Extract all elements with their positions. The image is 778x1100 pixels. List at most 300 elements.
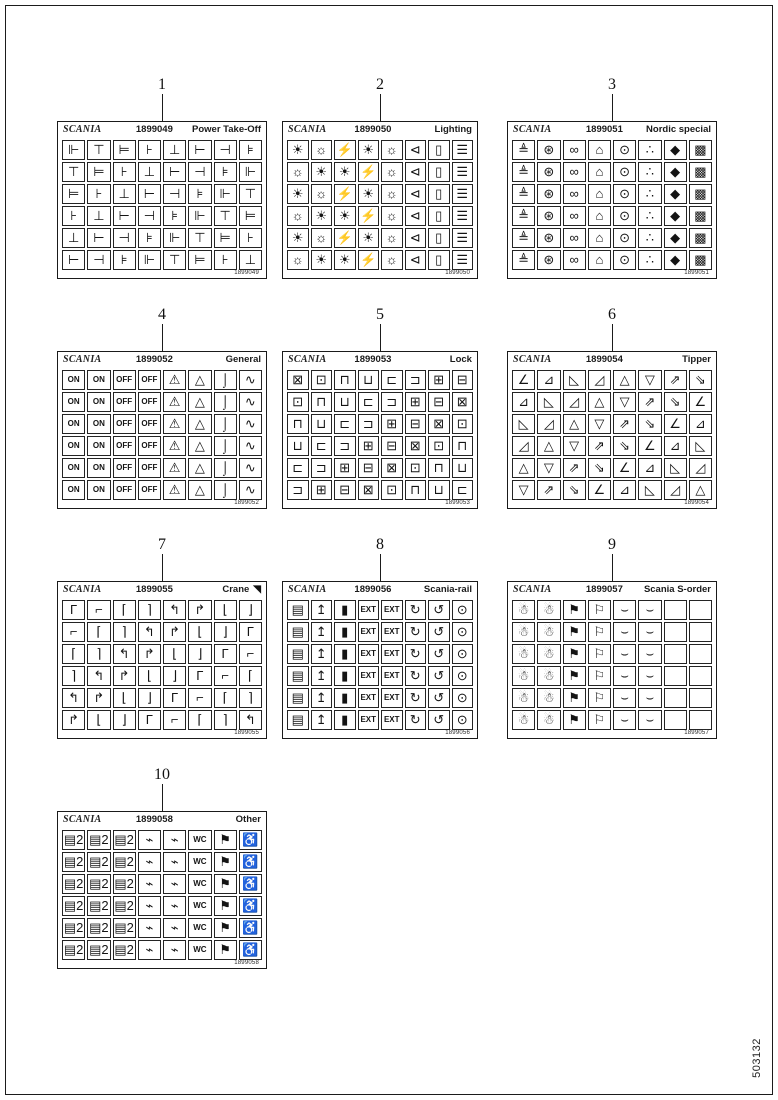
tip-f-icon: ▽ [613, 392, 636, 412]
lift-jack-icon: ↥ [311, 622, 333, 642]
lock-e-icon: ⊏ [452, 480, 474, 500]
snow-stripes-icon: ▩ [689, 162, 712, 182]
symbol-sheet [57, 121, 267, 279]
worklamp-d-icon: ☀ [334, 162, 356, 182]
gauge-icon: ⊙ [452, 600, 474, 620]
worklamp-d-icon: ☀ [358, 184, 380, 204]
wc-icon: WC [188, 896, 211, 916]
on-icon: ON [87, 392, 110, 412]
tip-e-icon: △ [689, 480, 712, 500]
off-icon: OFF [138, 480, 161, 500]
wheel-bar-icon: ⊛ [537, 250, 560, 270]
off-icon: OFF [138, 392, 161, 412]
sheet-header [508, 582, 716, 598]
lock-a-icon: ⊠ [358, 480, 380, 500]
tip-e-icon: △ [563, 414, 586, 434]
symbol-sheet [507, 121, 717, 279]
sheet-title-wrap [401, 584, 472, 595]
lock-b-icon: ⊡ [287, 392, 309, 412]
ext-icon: EXT [358, 644, 380, 664]
rotate-ccw-icon: ↺ [428, 666, 450, 686]
figure-icon: ☃ [512, 688, 535, 708]
pto-c-icon: ⊨ [188, 250, 211, 270]
sheet-header [58, 352, 266, 368]
leader-line [612, 94, 613, 121]
machine-icon: ≜ [512, 206, 535, 226]
scania-logo: SCANIA [288, 124, 327, 135]
wheelchair-icon: ♿ [239, 896, 262, 916]
lock-f-icon: ⊐ [334, 436, 356, 456]
figure-icon: ☃ [512, 622, 535, 642]
leader-line [612, 324, 613, 351]
worklamp-c-icon: ⚡ [358, 206, 380, 226]
fuel-pump-icon: ▤ [287, 688, 309, 708]
wheelchair-icon: ♿ [239, 918, 262, 938]
on-icon: ON [87, 414, 110, 434]
fuel-pump-2-icon: ▤2 [62, 830, 85, 850]
pto-b-icon: ⊤ [214, 206, 237, 226]
sheet-slot [507, 306, 717, 509]
callout-number: 9 [608, 536, 616, 553]
tip-e-icon: △ [512, 458, 535, 478]
sheet-slot [507, 536, 717, 739]
off-icon: OFF [138, 414, 161, 434]
ext-icon: EXT [381, 600, 403, 620]
on-icon: ON [87, 458, 110, 478]
pto-h-icon: ⊧ [214, 162, 237, 182]
print-code: 1899058 [234, 959, 259, 966]
lightbar-icon: ☰ [452, 140, 474, 160]
tip-e-icon: △ [537, 436, 560, 456]
pto-g-icon: ⊣ [188, 162, 211, 182]
thermometer-icon: ⌡ [214, 392, 237, 412]
roadtrain-icon: ∞ [563, 184, 586, 204]
on-icon: ON [87, 436, 110, 456]
pto-e-icon: ⊥ [113, 184, 136, 204]
worklamp-a-icon: ☀ [287, 184, 309, 204]
ext-icon: EXT [381, 688, 403, 708]
gravel-icon: ∴ [638, 140, 661, 160]
tip-a-icon: ∠ [512, 370, 535, 390]
rotate-cw-icon: ↻ [405, 710, 427, 730]
wc-icon: WC [188, 940, 211, 960]
lock-c-icon: ⊓ [287, 414, 309, 434]
signpost-icon: ⚑ [214, 896, 237, 916]
off-icon: OFF [138, 458, 161, 478]
lock-h-icon: ⊟ [405, 414, 427, 434]
lock-e-icon: ⊏ [311, 436, 333, 456]
on-icon: ON [62, 414, 85, 434]
fuel-pump-2-icon: ▤2 [87, 940, 110, 960]
figure-icon: ☃ [537, 644, 560, 664]
flag-figure-icon: ⚑ [563, 600, 586, 620]
tip-g-icon: ⇗ [664, 370, 687, 390]
sheet-title-wrap [635, 354, 711, 365]
door-icon: ▮ [334, 688, 356, 708]
tip-g-icon: ⇗ [638, 392, 661, 412]
on-icon: ON [62, 480, 85, 500]
off-icon: OFF [113, 414, 136, 434]
sheet-title: General [225, 354, 261, 365]
pto-g-icon: ⊣ [87, 250, 110, 270]
symbol-grid [58, 598, 266, 730]
worklamp-e-icon: ☼ [381, 162, 403, 182]
lock-c-icon: ⊓ [311, 392, 333, 412]
off-icon: OFF [113, 370, 136, 390]
key-icon: ⌁ [138, 918, 161, 938]
horn-icon: ⊲ [405, 162, 427, 182]
symbol-grid [283, 598, 477, 730]
fuel-pump-2-icon: ▤2 [113, 830, 136, 850]
sheet-title: Lighting [434, 124, 472, 135]
signpost-icon: ⚑ [214, 852, 237, 872]
worklamp-d-icon: ☀ [358, 228, 380, 248]
sheet-title-wrap [185, 584, 261, 595]
signpost-icon: ⚑ [214, 874, 237, 894]
leader-line [380, 94, 381, 121]
pto-d-icon: ⊦ [138, 140, 161, 160]
loader-icon: ⌂ [588, 162, 611, 182]
lock-h-icon: ⊟ [428, 392, 450, 412]
rotate-ccw-icon: ↺ [428, 622, 450, 642]
horn-icon: ⊲ [405, 228, 427, 248]
symbol-grid [508, 598, 716, 730]
figure-icon: ☃ [537, 688, 560, 708]
lock-e-icon: ⊏ [358, 392, 380, 412]
sheet-title: Crane [222, 584, 250, 595]
roadtrain-icon: ∞ [563, 140, 586, 160]
pto-e-icon: ⊥ [138, 162, 161, 182]
rotate-cw-icon: ↻ [405, 666, 427, 686]
figure-icon: ☃ [537, 600, 560, 620]
callout-number: 3 [608, 76, 616, 93]
crane-b-icon: ⌐ [163, 710, 186, 730]
tip-b-icon: ⊿ [689, 414, 712, 434]
part-number: 1899054 [585, 354, 623, 365]
pto-a-icon: ⊩ [62, 140, 85, 160]
snow-stripes-icon: ▩ [689, 206, 712, 226]
fuel-pump-2-icon: ▤2 [87, 918, 110, 938]
crane-f-icon: ↱ [138, 644, 161, 664]
tip-b-icon: ⊿ [537, 370, 560, 390]
scania-logo: SCANIA [513, 354, 552, 365]
rotate-ccw-icon: ↺ [428, 600, 450, 620]
crane-g-icon: ⌊ [214, 600, 237, 620]
lock-a-icon: ⊠ [452, 392, 474, 412]
tip-b-icon: ⊿ [638, 458, 661, 478]
flag-figure-icon: ⚑ [563, 710, 586, 730]
warn-filled-icon: ⚠ [163, 414, 186, 434]
worklamp-b-icon: ☼ [287, 206, 309, 226]
crane-d-icon: ⌉ [214, 710, 237, 730]
crane-c-icon: ⌈ [214, 688, 237, 708]
loader-icon: ⌂ [588, 140, 611, 160]
part-number: 1899055 [135, 584, 173, 595]
snow-stripes-icon: ▩ [689, 184, 712, 204]
gauge-icon: ⊙ [452, 644, 474, 664]
crane-f-icon: ↱ [113, 666, 136, 686]
lock-a-icon: ⊠ [428, 414, 450, 434]
sheet-title: Scania-rail [423, 584, 472, 595]
print-code: 1899049 [234, 269, 259, 276]
on-icon: ON [62, 392, 85, 412]
worklamp-a-icon: ☀ [311, 250, 333, 270]
callout [507, 536, 717, 581]
fuel-pump-icon: ▤ [287, 666, 309, 686]
wheel-icon: ⊙ [613, 206, 636, 226]
tip-a-icon: ∠ [613, 458, 636, 478]
rotate-ccw-icon: ↺ [428, 710, 450, 730]
symbol-grid [283, 368, 477, 500]
symbol-grid [283, 138, 477, 270]
fuel-pump-2-icon: ▤2 [113, 874, 136, 894]
print-code: 1899057 [684, 729, 709, 736]
pto-c-icon: ⊨ [62, 184, 85, 204]
crane-a-icon: Γ [188, 666, 211, 686]
tip-e-icon: △ [588, 392, 611, 412]
sheet-slot [282, 536, 478, 739]
part-number: 1899049 [135, 124, 173, 135]
blank-cell [664, 666, 687, 686]
ext-icon: EXT [358, 688, 380, 708]
fuel-pump-2-icon: ▤2 [87, 830, 110, 850]
crane-d-icon: ⌉ [62, 666, 85, 686]
crane-f-icon: ↱ [62, 710, 85, 730]
crane-e-icon: ↰ [113, 644, 136, 664]
roadtrain-icon: ∞ [563, 206, 586, 226]
sheet-slot [57, 766, 267, 969]
lift-jack-icon: ↥ [311, 688, 333, 708]
snow-stripes-icon: ▩ [689, 140, 712, 160]
gravel-icon: ∴ [638, 228, 661, 248]
worklamp-a-icon: ☀ [311, 206, 333, 226]
pto-c-icon: ⊨ [239, 206, 262, 226]
lock-h-icon: ⊟ [381, 436, 403, 456]
sheet-header [508, 352, 716, 368]
squiggle-icon: ∿ [239, 370, 262, 390]
flag-figure-icon: ⚑ [563, 666, 586, 686]
pto-d-icon: ⊦ [239, 228, 262, 248]
symbol-sheet [282, 351, 478, 509]
worklamp-b-icon: ☼ [311, 184, 333, 204]
wheel-bar-icon: ⊛ [537, 228, 560, 248]
key-icon: ⌁ [163, 940, 186, 960]
gravel-icon: ∴ [638, 206, 661, 226]
callout [282, 306, 478, 351]
lift-jack-icon: ↥ [311, 600, 333, 620]
off-icon: OFF [138, 370, 161, 390]
pto-a-icon: ⊩ [163, 228, 186, 248]
part-number: 1899050 [354, 124, 392, 135]
pto-a-icon: ⊩ [239, 162, 262, 182]
blank-cell [664, 600, 687, 620]
leader-line [380, 554, 381, 581]
crane-b-icon: ⌐ [214, 666, 237, 686]
on-icon: ON [62, 370, 85, 390]
squiggle-icon: ∿ [239, 414, 262, 434]
lock-b-icon: ⊡ [311, 370, 333, 390]
machine-icon: ≜ [512, 250, 535, 270]
fuel-pump-icon: ▤ [287, 600, 309, 620]
sheet-title-wrap [401, 124, 472, 135]
worklamp-b-icon: ☼ [287, 250, 309, 270]
pto-b-icon: ⊤ [87, 140, 110, 160]
crane-a-icon: Γ [214, 644, 237, 664]
crane-e-icon: ↰ [163, 600, 186, 620]
plow-icon: ◆ [664, 140, 687, 160]
hull-icon: ⌣ [613, 622, 636, 642]
lock-e-icon: ⊏ [287, 458, 309, 478]
sheet-title-wrap [635, 584, 711, 595]
pto-d-icon: ⊦ [87, 184, 110, 204]
ext-icon: EXT [358, 710, 380, 730]
tip-h-icon: ⇘ [588, 458, 611, 478]
tip-f-icon: ▽ [537, 458, 560, 478]
key-icon: ⌁ [138, 830, 161, 850]
hull-icon: ⌣ [638, 710, 661, 730]
tip-h-icon: ⇘ [638, 414, 661, 434]
pto-a-icon: ⊩ [138, 250, 161, 270]
crane-h-icon: ⌋ [163, 666, 186, 686]
flag-figure-icon: ⚑ [563, 622, 586, 642]
callout [282, 76, 478, 121]
pto-d-icon: ⊦ [113, 162, 136, 182]
symbol-grid [58, 368, 266, 500]
fuel-pump-2-icon: ▤2 [62, 918, 85, 938]
pto-b-icon: ⊤ [163, 250, 186, 270]
rotate-cw-icon: ↻ [405, 688, 427, 708]
key-icon: ⌁ [163, 830, 186, 850]
hull-icon: ⌣ [613, 666, 636, 686]
sheet-slot [282, 76, 478, 279]
gravel-icon: ∴ [638, 162, 661, 182]
crane-d-icon: ⌉ [113, 622, 136, 642]
pto-b-icon: ⊤ [239, 184, 262, 204]
lightbar-icon: ☰ [452, 206, 474, 226]
pto-f-icon: ⊢ [113, 206, 136, 226]
blank-cell [689, 644, 712, 664]
fuel-pump-2-icon: ▤2 [62, 896, 85, 916]
worklamp-d-icon: ☀ [358, 140, 380, 160]
crane-g-icon: ⌊ [188, 622, 211, 642]
lock-d-icon: ⊔ [452, 458, 474, 478]
tip-f-icon: ▽ [638, 370, 661, 390]
crane-a-icon: Γ [239, 622, 262, 642]
pole-figure-icon: ⚐ [588, 666, 611, 686]
pto-f-icon: ⊢ [188, 140, 211, 160]
hull-icon: ⌣ [638, 644, 661, 664]
crane-b-icon: ⌐ [239, 644, 262, 664]
worklamp-e-icon: ☼ [381, 250, 403, 270]
tip-a-icon: ∠ [638, 436, 661, 456]
lock-d-icon: ⊔ [311, 414, 333, 434]
callout [57, 76, 267, 121]
pto-e-icon: ⊥ [239, 250, 262, 270]
on-icon: ON [87, 480, 110, 500]
crane-e-icon: ↰ [138, 622, 161, 642]
symbol-grid [58, 828, 266, 960]
pto-e-icon: ⊥ [62, 228, 85, 248]
crane-b-icon: ⌐ [188, 688, 211, 708]
callout [507, 306, 717, 351]
thermometer-icon: ⌡ [214, 436, 237, 456]
beacon-icon: ▯ [428, 162, 450, 182]
tip-f-icon: ▽ [512, 480, 535, 500]
worklamp-a-icon: ☀ [287, 140, 309, 160]
callout-number: 5 [376, 306, 384, 323]
pto-d-icon: ⊦ [62, 206, 85, 226]
sheet-title: Lock [449, 354, 472, 365]
tip-a-icon: ∠ [664, 414, 687, 434]
blank-cell [664, 644, 687, 664]
beacon-icon: ▯ [428, 140, 450, 160]
rotate-cw-icon: ↻ [405, 622, 427, 642]
sheet-slot [57, 76, 267, 279]
sheet-header [283, 352, 477, 368]
pole-figure-icon: ⚐ [588, 688, 611, 708]
part-number: 1899056 [354, 584, 392, 595]
sheet-header [283, 582, 477, 598]
lock-f-icon: ⊐ [287, 480, 309, 500]
wheelchair-icon: ♿ [239, 852, 262, 872]
lock-c-icon: ⊓ [334, 370, 356, 390]
scania-logo: SCANIA [63, 124, 102, 135]
lock-h-icon: ⊟ [334, 480, 356, 500]
key-icon: ⌁ [163, 896, 186, 916]
wheelchair-icon: ♿ [239, 874, 262, 894]
sheet-title: Scania S-order [643, 584, 711, 595]
crane-g-icon: ⌊ [113, 688, 136, 708]
snow-stripes-icon: ▩ [689, 250, 712, 270]
worklamp-d-icon: ☀ [334, 206, 356, 226]
horn-icon: ⊲ [405, 140, 427, 160]
tip-g-icon: ⇗ [563, 458, 586, 478]
worklamp-c-icon: ⚡ [358, 250, 380, 270]
sheet-title-wrap [185, 814, 261, 825]
scania-logo: SCANIA [63, 814, 102, 825]
sheet-title: Tipper [682, 354, 711, 365]
off-icon: OFF [113, 480, 136, 500]
crane-c-icon: ⌈ [87, 622, 110, 642]
tip-g-icon: ⇗ [613, 414, 636, 434]
tip-f-icon: ▽ [563, 436, 586, 456]
warn-outline-icon: △ [188, 370, 211, 390]
lock-b-icon: ⊡ [452, 414, 474, 434]
pole-figure-icon: ⚐ [588, 622, 611, 642]
scania-logo: SCANIA [288, 584, 327, 595]
worklamp-e-icon: ☼ [381, 184, 403, 204]
crane-b-icon: ⌐ [87, 600, 110, 620]
print-code: 1899051 [684, 269, 709, 276]
crane-f-icon: ↱ [163, 622, 186, 642]
wheel-icon: ⊙ [613, 162, 636, 182]
tip-g-icon: ⇗ [537, 480, 560, 500]
warn-filled-icon: ⚠ [163, 480, 186, 500]
beacon-icon: ▯ [428, 206, 450, 226]
pto-f-icon: ⊢ [87, 228, 110, 248]
tip-d-icon: ◿ [512, 436, 535, 456]
symbol-grid [508, 368, 716, 500]
crane-h-icon: ⌋ [138, 688, 161, 708]
gauge-icon: ⊙ [452, 710, 474, 730]
crane-d-icon: ⌉ [239, 688, 262, 708]
part-number: 1899058 [135, 814, 173, 825]
on-icon: ON [87, 370, 110, 390]
horn-icon: ⊲ [405, 206, 427, 226]
lock-d-icon: ⊔ [358, 370, 380, 390]
wheel-icon: ⊙ [613, 228, 636, 248]
fuel-pump-icon: ▤ [287, 710, 309, 730]
